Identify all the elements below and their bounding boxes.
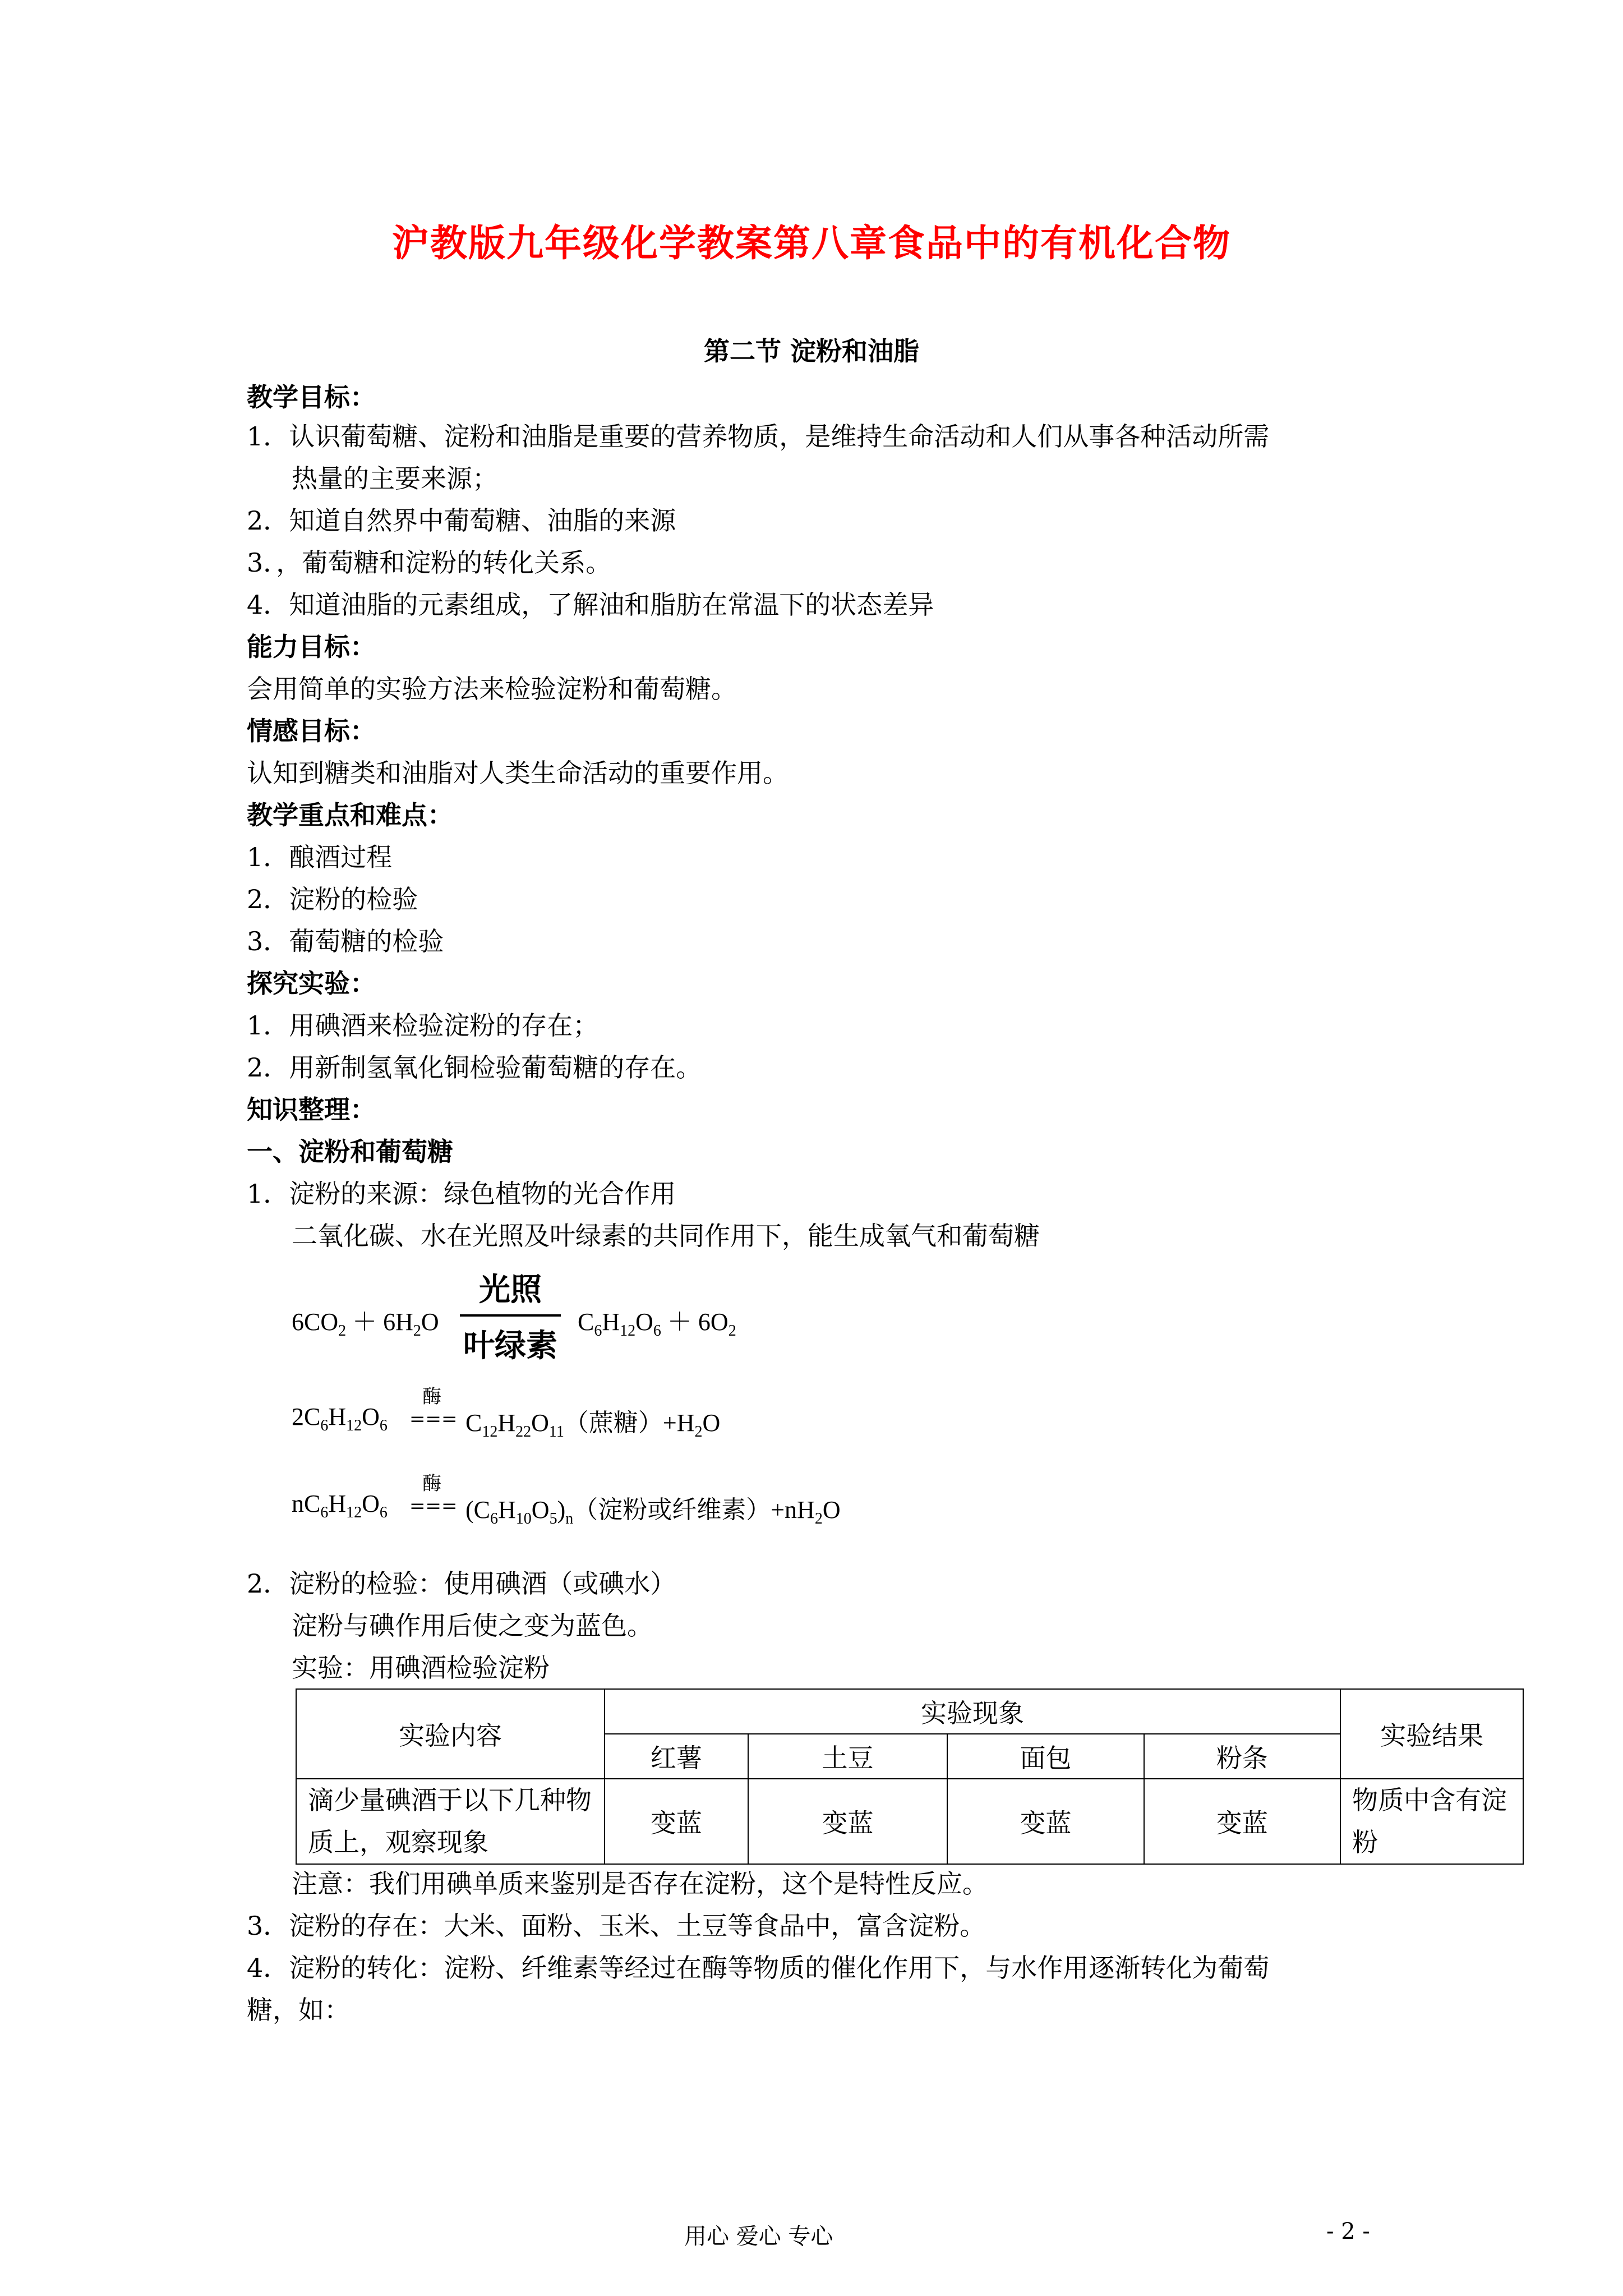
enzyme-label: 酶 [422, 1386, 441, 1408]
equation-2-left: $2C_6H_{12}O_6$ [292, 1403, 388, 1434]
condition-light: 光照 [479, 1271, 542, 1308]
condition-bar [460, 1314, 561, 1317]
key-point-2: 2．淀粉的检验 [247, 884, 418, 914]
starch-cellulose-note: （淀粉或纤维素）+nH [573, 1496, 815, 1524]
subheader-potato: 土豆 [748, 1734, 947, 1779]
header-result: 实验结果 [1340, 1689, 1523, 1779]
sucrose-note: （蔗糖）+H [564, 1409, 695, 1437]
subheader-sweet-potato: 红薯 [605, 1734, 748, 1779]
experiment-2: 2．用新制氢氧化铜检验葡萄糖的存在。 [247, 1052, 702, 1083]
iodine-test-table [296, 1688, 1524, 1865]
starch-source-line: 1．淀粉的来源：绿色植物的光合作用 [247, 1179, 676, 1209]
emotion-goals-heading: 情感目标： [247, 716, 376, 746]
document-title: 沪教版九年级化学教案第八章食品中的有机化合物 [392, 221, 1231, 265]
row-result: 物质中含有淀粉 [1340, 1779, 1523, 1864]
enzyme-label: 酶 [422, 1473, 441, 1495]
ability-goals-heading: 能力目标： [247, 632, 376, 662]
starch-conversion-cont: 糖，如： [247, 1995, 350, 2025]
photosynthesis-description: 二氧化碳、水在光照及叶绿素的共同作用下，能生成氧气和葡萄糖 [292, 1221, 1040, 1251]
experiments-heading: 探究实验： [247, 968, 376, 999]
section-title: 第二节 淀粉和油脂 [703, 336, 919, 366]
starch-conversion-line: 4．淀粉的转化：淀粉、纤维素等经过在酶等物质的催化作用下，与水作用逐渐转化为葡萄 [247, 1953, 1270, 1983]
teaching-goals-heading: 教学目标： [247, 382, 376, 412]
equal-sign: === [409, 1495, 458, 1517]
knowledge-heading: 知识整理： [247, 1094, 376, 1125]
equation-3-right: $(C_6H_{10}O_5)_n$（淀粉或纤维素）$+nH_2O$ [465, 1496, 841, 1527]
header-phenomenon: 实验现象 [605, 1689, 1340, 1734]
key-point-1: 1．酿酒过程 [247, 842, 393, 872]
experiment-label: 实验：用碘酒检验淀粉 [292, 1653, 550, 1683]
iodine-note: 注意：我们用碘单质来鉴别是否存在淀粉，这个是特性反应。 [292, 1869, 988, 1899]
starch-presence-line: 3．淀粉的存在：大米、面粉、玉米、土豆等食品中，富含淀粉。 [247, 1911, 986, 1941]
goal-item-4: 4．知道油脂的元素组成，了解油和脂肪在常温下的状态差异 [247, 590, 934, 620]
row-value-4: 变蓝 [1144, 1779, 1340, 1864]
row-content: 滴少量碘酒于以下几种物质上，观察现象 [296, 1779, 605, 1864]
equal-sign: === [409, 1408, 458, 1430]
starch-glucose-subheading: 一、淀粉和葡萄糖 [247, 1137, 453, 1167]
subheader-bread: 面包 [947, 1734, 1144, 1779]
page-number: - 2 - [1326, 2219, 1370, 2244]
condition-chlorophyll: 叶绿素 [463, 1327, 557, 1364]
row-value-1: 变蓝 [605, 1779, 748, 1864]
equation-1-condition [460, 1265, 561, 1366]
goal-item-1-cont: 热量的主要来源； [292, 463, 498, 494]
equation-1-left: $6CO_2 + 6H_2O$ [292, 1308, 439, 1340]
key-point-3: 3．葡萄糖的检验 [247, 926, 444, 956]
starch-test-line: 2．淀粉的检验：使用碘酒（或碘水） [247, 1568, 676, 1599]
subheader-vermicelli: 粉条 [1144, 1734, 1340, 1779]
key-points-heading: 教学重点和难点： [247, 800, 453, 830]
experiment-1: 1．用碘酒来检验淀粉的存在； [247, 1010, 599, 1041]
goal-item-2: 2．知道自然界中葡萄糖、油脂的来源 [247, 505, 676, 536]
equation-3-enzyme [409, 1473, 458, 1517]
equation-2-enzyme [409, 1386, 458, 1430]
equation-3-left: $nC_6H_{12}O_6$ [292, 1490, 388, 1521]
goal-item-3: 3．，葡萄糖和淀粉的转化关系。 [247, 547, 612, 578]
row-value-2: 变蓝 [748, 1779, 947, 1864]
equation-1-right: $C_6H_{12}O_6 + 6O_2$ [578, 1308, 736, 1340]
equation-2-right: $C_{12}H_{22}O_{11}$（蔗糖）$+H_2O$ [465, 1409, 721, 1441]
footer-motto: 用心 爱心 专心 [684, 2224, 833, 2249]
goal-item-1: 1．认识葡萄糖、淀粉和油脂是重要的营养物质，是维持生命活动和人们从事各种活动所需 [247, 421, 1270, 452]
emotion-goals-text: 认知到糖类和油脂对人类生命活动的重要作用。 [247, 758, 789, 788]
starch-test-description: 淀粉与碘作用后使之变为蓝色。 [292, 1611, 653, 1641]
ability-goals-text: 会用简单的实验方法来检验淀粉和葡萄糖。 [247, 674, 737, 704]
header-content: 实验内容 [296, 1689, 605, 1779]
row-value-3: 变蓝 [947, 1779, 1144, 1864]
